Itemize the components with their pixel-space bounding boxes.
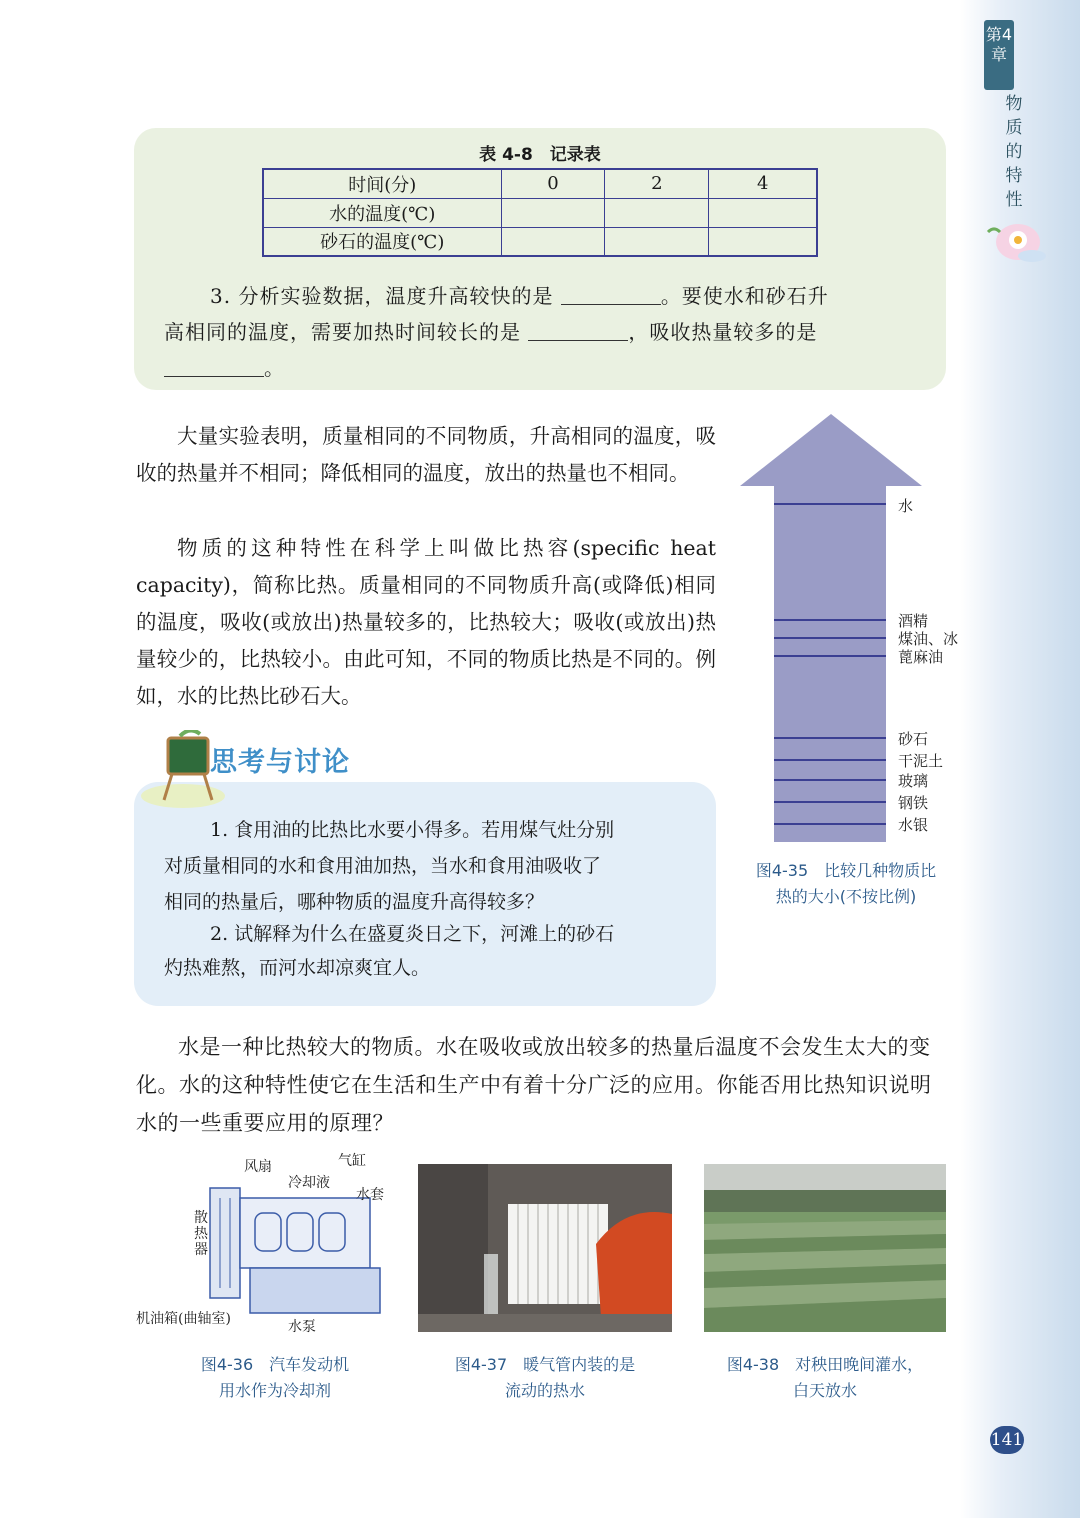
record-table — [262, 168, 818, 257]
label-water: 水 — [898, 497, 914, 515]
label-cylinder: 气缸 — [338, 1153, 366, 1169]
figure-4-36-caption: 图4-36 汽车发动机 用水作为冷却剂 — [200, 1355, 350, 1400]
table-caption: 表 4-8 记录表 — [479, 145, 601, 165]
label-kerosene-ice: 煤油、冰 — [898, 630, 959, 648]
discussion-title: 思考与讨论 — [210, 747, 350, 778]
chapter-title: 物质的特性 — [1005, 94, 1023, 210]
paragraph-1: 大量实验表明，质量相同的不同物质，升高相同的温度，吸收的热量并不相同；降低相同的温度，放出的热量也不相同。 — [136, 424, 716, 485]
discussion-q2-line: 2. 试解释为什么在盛夏炎日之下，河滩上的砂石 — [210, 923, 615, 945]
label-water-jacket: 水套 — [356, 1187, 384, 1203]
table-header-cell: 时间(分) — [263, 169, 501, 198]
question-text: 。 — [264, 356, 285, 380]
label-alcohol: 酒精 — [898, 612, 929, 630]
label-coolant: 冷却液 — [288, 1175, 330, 1191]
question-text: 。要使水和砂石升 — [660, 284, 829, 308]
discussion-q2-line: 灼热难熬，而河水却凉爽宜人。 — [164, 957, 431, 979]
figure-4-38-caption: 图4-38 对秧田晚间灌水， 白天放水 — [726, 1355, 924, 1400]
chapter-tab: 第4章 — [984, 20, 1014, 90]
label-mercury: 水银 — [898, 816, 929, 834]
label-castor-oil: 蓖麻油 — [898, 648, 944, 666]
label-fan: 风扇 — [244, 1159, 272, 1175]
arrow-shape — [740, 414, 922, 842]
flower-cup-icon — [982, 212, 1048, 268]
radiator-photo — [418, 1164, 672, 1332]
label-oil-pan: 机油箱(曲轴室) — [136, 1311, 231, 1327]
table-header-cell: 2 — [605, 169, 709, 198]
table-cell — [605, 227, 709, 256]
paragraph-3: 水是一种比热较大的物质。水在吸收或放出较多的热量后温度不会发生太大的变化。水的这种特性使它在生活和生产中有着十分广泛的应用。你能否用比热知识说明水的一些重要应用的原理？ — [136, 1035, 932, 1135]
answer-blank — [164, 355, 264, 377]
table-row — [263, 198, 817, 227]
label-glass: 玻璃 — [898, 772, 929, 790]
question-3-line-1 — [210, 278, 970, 314]
label-dry-soil: 干泥土 — [898, 752, 944, 770]
table-cell — [709, 227, 817, 256]
page-number: 141 — [990, 1426, 1024, 1454]
rice-field-photo — [704, 1164, 946, 1332]
table-row-label: 水的温度(℃) — [263, 198, 501, 227]
discussion-q1-line: 相同的热量后，哪种物质的温度升高得较多？ — [164, 891, 545, 913]
figure-4-35-caption: 图4-35 比较几种物质比 热的大小(不按比例) — [755, 861, 937, 906]
question-3-line-2 — [164, 314, 924, 350]
question-3-line-3 — [164, 350, 924, 386]
question-text: 高相同的温度，需要加热时间较长的是 — [164, 320, 521, 344]
table-header-cell: 4 — [709, 169, 817, 198]
table-cell — [501, 227, 605, 256]
label-steel: 钢铁 — [898, 794, 929, 812]
table-row-label: 砂石的温度(℃) — [263, 227, 501, 256]
table-cell — [501, 198, 605, 227]
answer-blank — [561, 283, 661, 305]
label-sand: 砂石 — [898, 730, 929, 748]
label-radiator: 散热器 — [194, 1210, 208, 1258]
label-water-pump: 水泵 — [288, 1319, 316, 1335]
table-cell — [605, 198, 709, 227]
discussion-q1-line: 1. 食用油的比热比水要小得多。若用煤气灶分别 — [210, 819, 615, 841]
table-cell — [709, 198, 817, 227]
question-text: ，吸收热量较多的是 — [628, 320, 818, 344]
paragraph-2: 物质的这种特性在科学上叫做比热容(specific heat capacity)，简称比热。质量相同的不同物质升高(或降低)相同的温度，吸收(或放出)热量较多的，比热较大；吸收(或放出)热量较少的，比热较小。由此可知，不同的物质比热是不同的。例如，水的比热比砂石大。 — [136, 536, 716, 708]
discussion-q1-line: 对质量相同的水和食用油加热，当水和食用油吸收了 — [164, 855, 602, 877]
answer-blank — [528, 319, 628, 341]
table-row — [263, 227, 817, 256]
table-header-cell: 0 — [501, 169, 605, 198]
question-text: 3. 分析实验数据，温度升高较快的是 — [210, 284, 554, 308]
table-header-row — [263, 169, 817, 198]
figure-4-37-caption: 图4-37 暖气管内装的是 流动的热水 — [454, 1355, 636, 1400]
